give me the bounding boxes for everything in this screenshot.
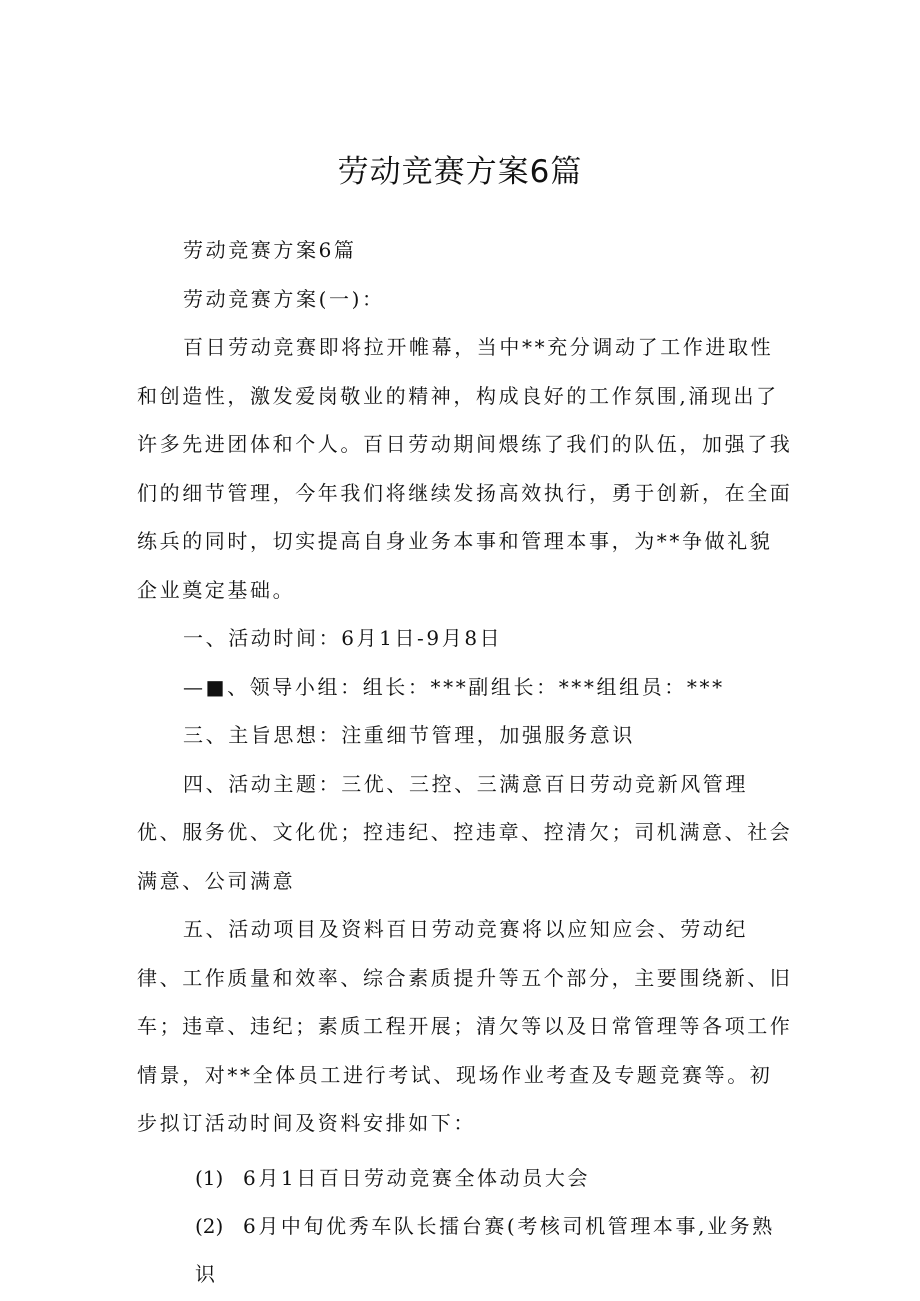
list-item-number: (1) <box>195 1165 224 1190</box>
paragraph-leadership-group: —■、领导小组：组长：***副组长：***组组员：*** <box>183 674 725 699</box>
paragraph-subtitle: 劳动竞赛方案6篇 <box>183 238 357 262</box>
paragraph-intro: 百日劳动竞赛即将拉开帷幕，当中**充分调动了工作进取性和创造性，激发爱岗敬业的精神，构成良好的工作氛围,涌现出了许多先进团体和个人。百日劳动期间煨练了我们的队伍，加强了我们的细节管理，今年我们将继续发扬高效执行，勇于创新，在全面练兵的同时，切实提高自身业务本事和管理本事，为**争做礼貌企业奠定基础。 <box>137 335 793 602</box>
paragraph-activity-items: 五、活动项目及资料百日劳动竞赛将以应知应会、劳动纪律、工作质量和效率、综合素质提升等五个部分，主要围绕新、旧车；违章、违纪；素质工程开展；清欠等以及日常管理等各项工作情景，对**全体员工进行考试、现场作业考查及专题竞赛等。初步拟订活动时间及资料安排如下： <box>137 917 793 1135</box>
list-item-number: (2) <box>195 1213 224 1238</box>
list-item-text: 6月中旬优秀车队长擂台赛(考核司机管理本事,业务熟识 <box>195 1213 775 1286</box>
paragraph-activity-time: 一、活动时间：6月1日-9月8日 <box>183 626 503 650</box>
paragraph-activity-theme: 四、活动主题：三优、三控、三满意百日劳动竞新风管理优、服务优、文化优；控违纪、控违章、控清欠；司机满意、社会满意、公司满意 <box>137 771 793 893</box>
document-title: 劳动竞赛方案6篇 <box>337 154 583 190</box>
list-item <box>137 1154 793 1202</box>
document-body <box>137 226 793 1298</box>
list-item <box>137 1202 793 1298</box>
paragraph-guiding-idea: 三、主旨思想：注重细节管理，加强服务意识 <box>183 723 635 747</box>
paragraph-section-heading: 劳动竞赛方案(一)： <box>183 286 385 311</box>
list-item-text: 6月1日百日劳动竞赛全体动员大会 <box>243 1165 591 1190</box>
